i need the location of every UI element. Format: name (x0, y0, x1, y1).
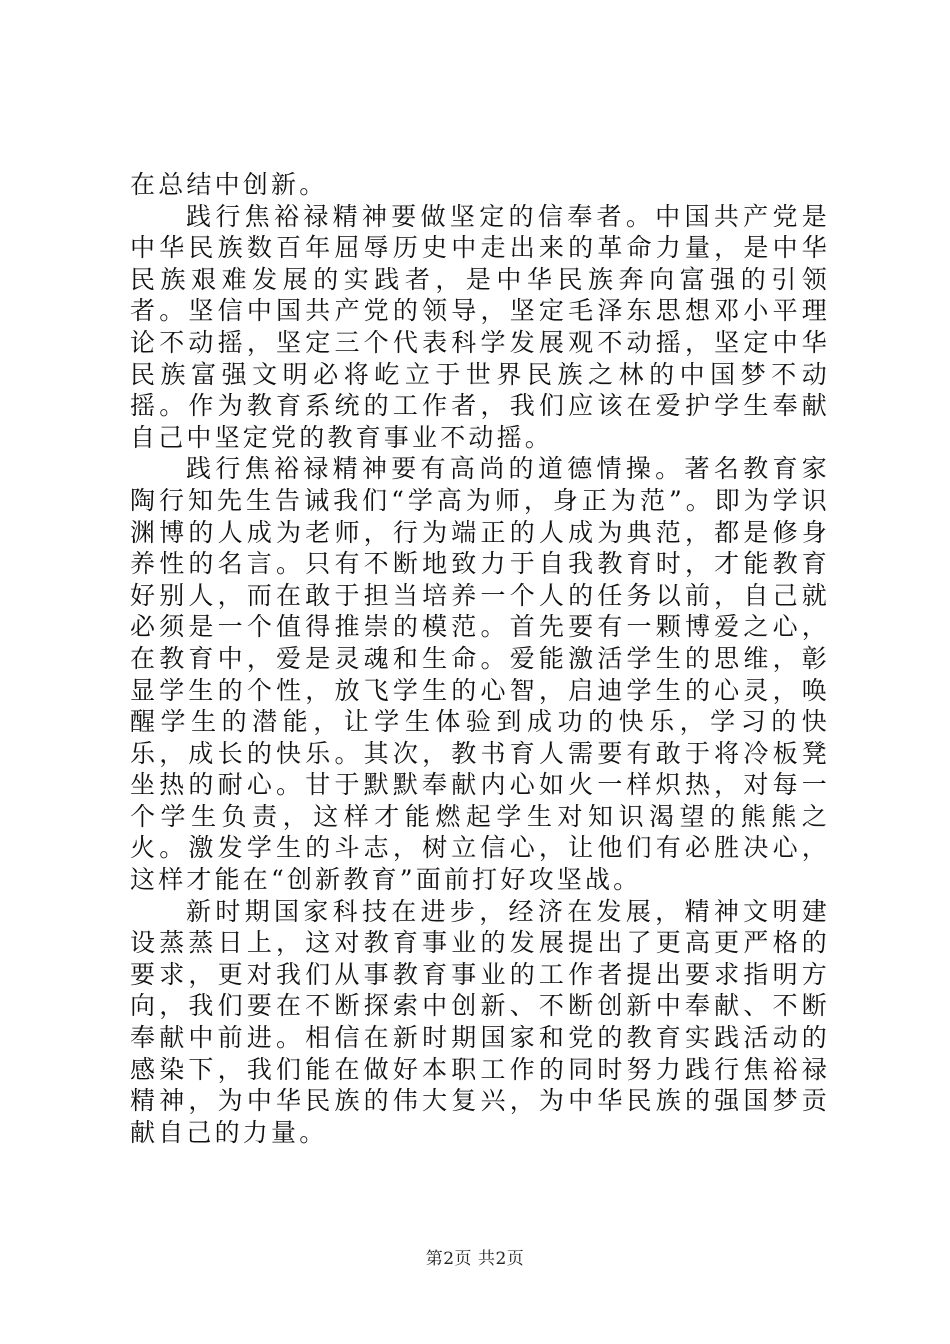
paragraph-firm-believer: 践行焦裕禄精神要做坚定的信奉者。中国共产党是中华民族数百年屈辱历史中走出来的革命力量，是中华民族艰难发展的实践者，是中华民族奔向富强的引领者。坚信中国共产党的领导，坚定毛泽东思想邓小平理论不动摇，坚定三个代表科学发展观不动摇，坚定中华民族富强文明必将屹立于世界民族之林的中国梦不动摇。作为教育系统的工作者，我们应该在爱护学生奉献自己中坚定党的教育事业不动摇。 (130, 201, 830, 452)
paragraph-new-era: 新时期国家科技在进步，经济在发展，精神文明建设蒸蒸日上，这对教育事业的发展提出了更高更严格的要求，更对我们从事教育事业的工作者提出要求指明方向，我们要在不断探索中创新、不断创新中奉献、不断奉献中前进。相信在新时期国家和党的教育实践活动的感染下，我们能在做好本职工作的同时努力践行焦裕禄精神，为中华民族的伟大复兴，为中华民族的强国梦贡献自己的力量。 (130, 896, 830, 1147)
page-footer: 第2页 共2页 (425, 1249, 525, 1269)
paragraph-moral-character: 践行焦裕禄精神要有高尚的道德情操。著名教育家陶行知先生告诫我们“学高为师，身正为范”。即为学识渊博的人成为老师，行为端正的人成为典范，都是修身养性的名言。只有不断地致力于自我教育时，才能教育好别人，而在敢于担当培养一个人的任务以前，自己就必须是一个值得推崇的模范。首先要有一颗博爱之心，在教育中，爱是灵魂和生命。爱能激活学生的思维，彰显学生的个性，放飞学生的心智，启迪学生的心灵，唤醒学生的潜能，让学生体验到成功的快乐，学习的快乐，成长的快乐。其次，教书育人需要有敢于将冷板凳坐热的耐心。甘于默默奉献内心如火一样炽热，对每一个学生负责，这样才能燃起学生对知识渴望的熊熊之火。激发学生的斗志，树立信心，让他们有必胜决心，这样才能在“创新教育”面前打好攻坚战。 (130, 454, 830, 895)
document-body (130, 169, 830, 1148)
paragraph-continuation: 在总结中创新。 (130, 170, 328, 199)
